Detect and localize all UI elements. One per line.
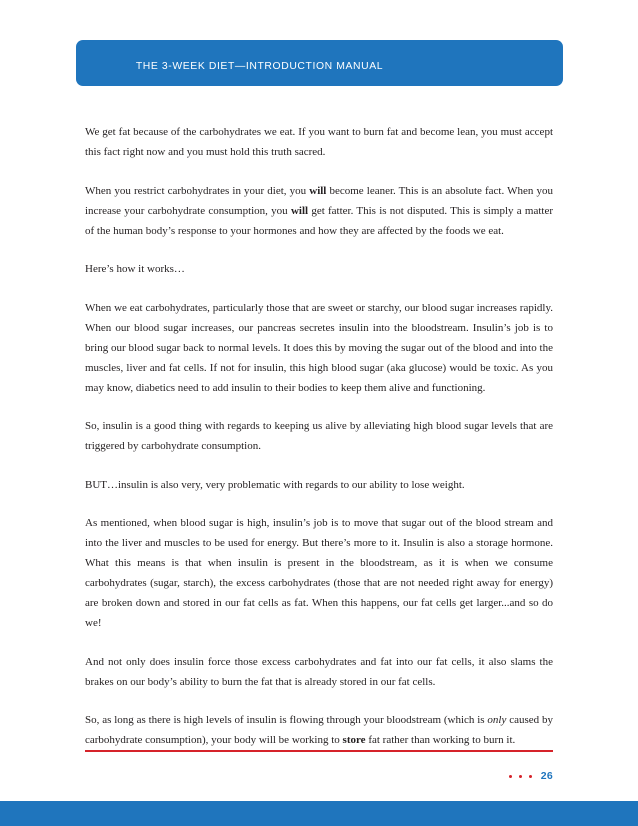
page-footer-bar <box>0 801 638 826</box>
text-run: We get fat because of the carbohydrates we eat. If you want to burn fat and become lean, you must accept this fact right now and you must hold this truth sacred. <box>85 126 553 158</box>
paragraph <box>85 122 553 162</box>
emphasis-bold: store <box>342 734 366 746</box>
dot-icon <box>519 775 522 778</box>
paragraph <box>85 475 553 495</box>
page-number: 26 <box>540 770 553 782</box>
dot-icon <box>529 775 532 778</box>
emphasis-bold: will <box>290 204 309 217</box>
text-run: get fatter. This is not disputed. This is simply a matter of the human body’s response to your hormones and how they are affected by the foods we eat. <box>85 204 553 237</box>
text-run: caused by carbohydrate consumption), your body will be working to <box>85 714 553 746</box>
body-text <box>85 122 553 769</box>
emphasis-italic: only <box>487 714 507 726</box>
text-run: As mentioned, when blood sugar is high, insulin’s job is to move that sugar out of the blood stream and into the liver and muscles to be used for energy. But there’s more to it. Insulin is also a storage hormone. What this means is that when insulin is present in the bloodstream, as it is when we consume carbohydrates (sugar, starch), the excess carbohydrates (those that are not needed right away for energy) are broken down and stored in our fat cells as fat. When this happens, our fat cells get larger...and so do we! <box>85 517 553 629</box>
text-run: So, insulin is a good thing with regards to keeping us alive by alleviating high blood sugar levels that are triggered by carbohydrate consumption. <box>85 420 553 452</box>
text-run: And not only does insulin force those excess carbohydrates and fat into our fat cells, it also slams the brakes on our body’s ability to burn the fat that is already stored in our fat cells. <box>85 655 553 688</box>
text-run: When you restrict carbohydrates in your diet, you <box>85 184 310 197</box>
text-run: When we eat carbohydrates, particularly those that are sweet or starchy, our blood sugar increases rapidly. When our blood sugar increases, our pancreas secretes insulin into the bloodstream. Insulin’s job is to bring our blood sugar back to normal levels. It does this by moving the sugar out of the blood and into the muscles, liver and fat cells. If not for insulin, this high blood sugar (aka glucose) would be toxic. As you may know, diabetics need to add insulin to their bodies to keep them alive and functioning. <box>85 301 553 394</box>
page-number-row <box>509 770 553 782</box>
footer-divider <box>85 750 553 752</box>
paragraph <box>85 513 553 633</box>
text-run: So, as long as there is high levels of insulin is flowing through your bloodstream (which is <box>85 714 488 726</box>
paragraph <box>85 259 553 279</box>
paragraph <box>85 416 553 456</box>
document-title: THE 3-WEEK DIET—INTRODUCTION MANUAL <box>135 60 384 72</box>
emphasis-bold: will <box>309 184 327 197</box>
paragraph <box>85 181 553 241</box>
text-run: become leaner. This is an absolute fact. When you increase your carbohydrate consumption, you <box>85 184 553 217</box>
text-run: Here’s how it works… <box>85 263 185 275</box>
bullet-dots-icon <box>509 775 532 778</box>
page-header-bar <box>76 40 563 86</box>
text-run: BUT…insulin is also very, very problematic with regards to our ability to lose weight. <box>85 478 465 491</box>
paragraph <box>85 652 553 692</box>
text-run: fat rather than working to burn it. <box>365 734 516 746</box>
paragraph <box>85 298 553 398</box>
paragraph <box>85 710 553 750</box>
dot-icon <box>509 775 512 778</box>
